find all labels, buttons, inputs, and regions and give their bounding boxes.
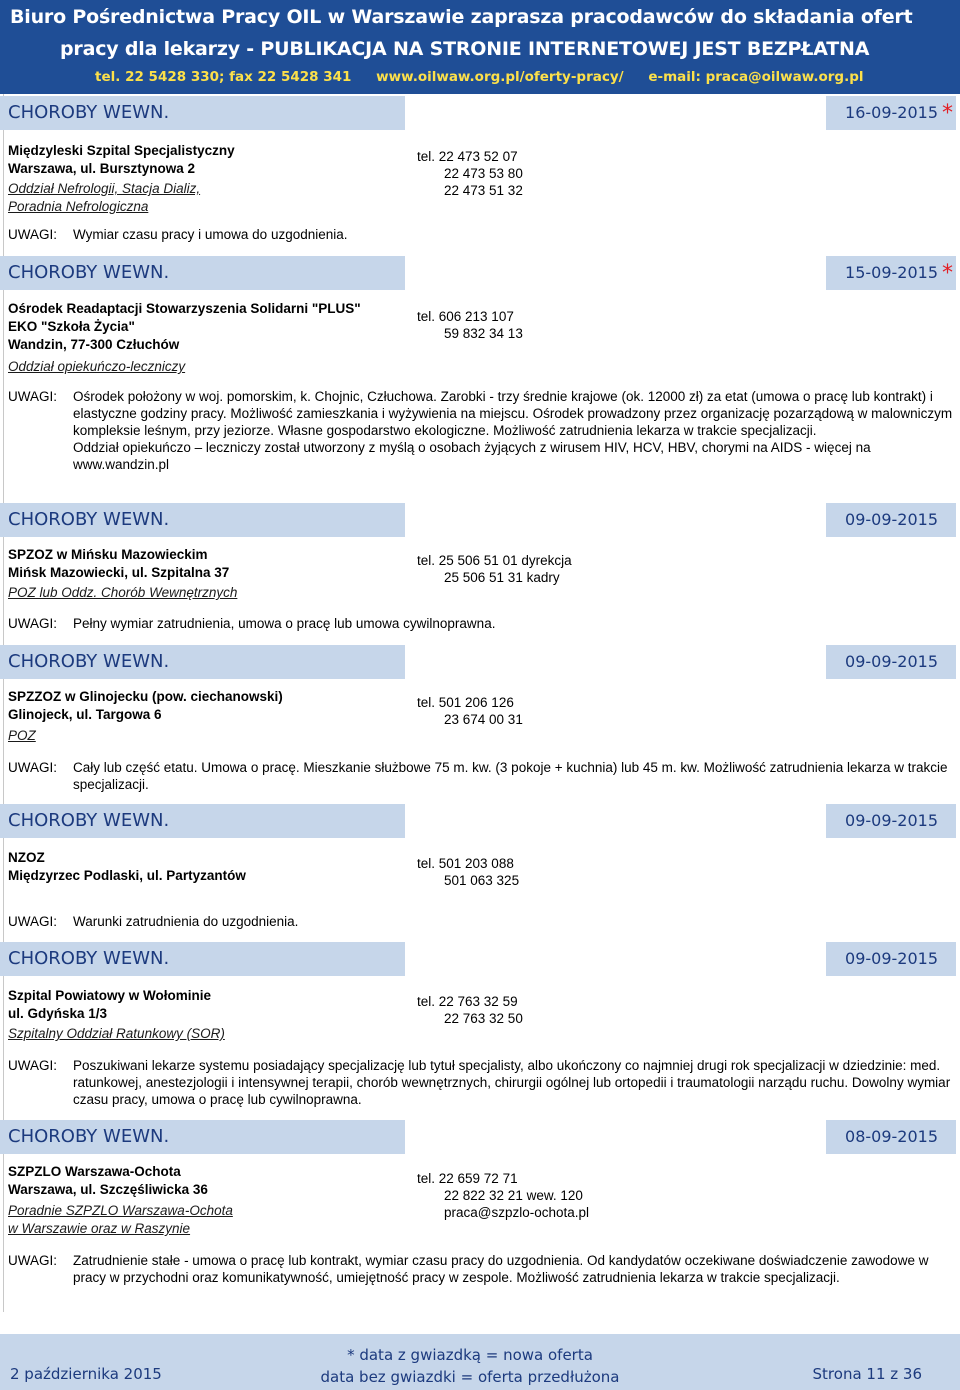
employer-line: SPZZOZ w Glinojecku (pow. ciechanowski) [8,689,283,704]
remarks-text [73,1057,953,1108]
remarks-label: UWAGI: [8,389,57,404]
employer [8,849,246,885]
contact-line: tel. 25 506 51 01 dyrekcja [417,553,572,568]
department [8,358,185,376]
remarks-paragraph: Wymiar czasu pracy i umowa do uzgodnienia. [73,227,348,242]
new-offer-star-icon: * [942,261,953,286]
offer-date-box [826,804,956,838]
employer-line: ul. Gdyńska 1/3 [8,1006,108,1021]
remarks-text [73,388,953,473]
remarks-paragraph: Warunki zatrudnienia do uzgodnienia. [73,914,299,929]
department [8,1025,225,1043]
header-contacts [95,69,884,85]
employer-line: Szpital Powiatowy w Wołominie [8,988,212,1003]
employer-line: Ośrodek Readaptacji Stowarzyszenia Solidarni "PLUS" [8,301,361,316]
header-line-1: Biuro Pośrednictwa Pracy OIL w Warszawie zaprasza pracodawców do składania ofert [10,6,913,28]
header-tel: tel. 22 5428 330; fax 22 5428 341 [95,69,352,85]
contact-phones [417,148,523,199]
remarks-paragraph: Pełny wymiar zatrudnienia, umowa o pracę lub umowa cywilnoprawna. [73,616,496,631]
offer-date-box [826,256,956,290]
contact-line: tel. 501 203 088 [417,856,514,871]
employer-line: Międzyrzec Podlaski, ul. Partyzantów [8,868,246,883]
employer-line: Międzyleski Szpital Specjalistyczny [8,143,235,158]
offer-category: CHOROBY WEWN. [0,503,405,537]
contact-line: tel. 22 659 72 71 [417,1171,518,1186]
offer-date: 09-09-2015 [845,811,938,830]
offer-category: CHOROBY WEWN. [0,645,405,679]
offer-date: 16-09-2015 [845,103,938,122]
footer-date: 2 października 2015 [10,1365,162,1383]
offer-category: CHOROBY WEWN. [0,256,405,290]
remarks-label: UWAGI: [8,227,57,242]
offer-category: CHOROBY WEWN. [0,804,405,838]
remarks-label: UWAGI: [8,1058,57,1073]
department-line: Poradnie SZPZLO Warszawa-Ochota [8,1203,233,1218]
employer [8,142,235,178]
department [8,180,200,216]
contact-line: 22 822 32 21 wew. 120 [444,1188,583,1203]
remarks-paragraph: Poszukiwani lekarze systemu posiadający specjalizację lub tytuł specjalisty, albo ukończony co najmniej drugi rok specjalizacji w dziedzinie: med. ratunkowej, anestezjologii i intensywnej terapii, chorób wewnętrznych, chirurgii ogólnej lub ortopedii i traumatologii narządu ruchu. Dowolny wymiar czasu pracy, umowa o pracę lub cywilnoprawna. [73,1058,951,1107]
department [8,584,237,602]
contact-phones [417,308,523,342]
contact-line: tel. 22 473 52 07 [417,149,518,164]
contact-phones [417,694,523,728]
offer-date: 09-09-2015 [845,949,938,968]
footer-legend-extended: data bez gwiazdki = oferta przedłużona [320,1368,620,1386]
offer-category: CHOROBY WEWN. [0,1120,405,1154]
department-line: w Warszawie oraz w Raszynie [8,1221,191,1236]
footer [0,1334,960,1390]
department [8,727,36,745]
remarks-paragraph: Ośrodek położony w woj. pomorskim, k. Chojnic, Człuchowa. Zarobki - trzy średnie krajowe (ok. 12000 zł) za etat (umowa o pracę lub kontrakt) i elastyczne godziny pracy. Możliwość zamieszkania i wyżywienia na miejscu. Ośrodek prowadzony przez organizację pozarządową w malowniczym kompleksie leśnym, przy jeziorze. Własne gospodarstwo ekologiczne. Możliwość zatrudnienia lekarza w trakcie specjalizacji. [73,389,953,438]
header-email-link[interactable]: e-mail: praca@oilwaw.org.pl [648,69,864,85]
remarks-label: UWAGI: [8,914,57,929]
employer-line: SZPZLO Warszawa-Ochota [8,1164,181,1179]
contact-line: 22 763 32 50 [444,1011,523,1026]
employer-line: SPZOZ w Mińsku Mazowieckim [8,547,208,562]
remarks-text [73,913,953,930]
employer [8,987,211,1023]
offer-date: 09-09-2015 [845,510,938,529]
contact-line: 23 674 00 31 [444,712,523,727]
department-line: Poradnia Nefrologiczna [8,199,149,214]
header-www-link[interactable]: www.oilwaw.org.pl/oferty-pracy/ [376,69,624,85]
employer [8,546,229,582]
contact-phones [417,993,523,1027]
contact-line: tel. 606 213 107 [417,309,514,324]
remarks-paragraph: Oddział opiekuńczo – leczniczy został utworzony z myślą o osobach żyjących z wirusem HIV, HCV, HBV, chorymi na AIDS - więcej na www.wandzin.pl [73,440,871,472]
contact-line: 501 063 325 [444,873,520,888]
contact-line: praca@szpzlo-ochota.pl [444,1205,590,1220]
remarks-label: UWAGI: [8,1253,57,1268]
header-line-2: pracy dla lekarzy - PUBLIKACJA NA STRONIE INTERNETOWEJ JEST BEZPŁATNA [60,38,870,60]
employer-line: Wandzin, 77-300 Człuchów [8,337,180,352]
employer-line: Warszawa, ul. Bursztynowa 2 [8,161,196,176]
offer-date-box [826,503,956,537]
contact-line: 22 473 51 32 [444,183,523,198]
remarks-paragraph: Cały lub część etatu. Umowa o pracę. Mieszkanie służbowe 75 m. kw. (3 pokoje + kuchnia) lub 45 m. kw. Możliwość zatrudnienia lekarza w trakcie specjalizacji. [73,760,948,792]
department-line: POZ lub Oddz. Chorób Wewnętrznych [8,585,238,600]
department-line: Oddział Nefrologii, Stacja Dializ, [8,181,201,196]
offer-date: 08-09-2015 [845,1127,938,1146]
offer-date-box [826,96,956,130]
department-line: Oddział opiekuńczo-leczniczy [8,359,186,374]
offer-category: CHOROBY WEWN. [0,942,405,976]
contact-phones [417,552,572,586]
remarks-label: UWAGI: [8,616,57,631]
header-banner [0,0,960,94]
contact-line: 22 473 53 80 [444,166,523,181]
footer-page-number: Strona 11 z 36 [812,1365,922,1383]
footer-legend [320,1344,620,1388]
employer [8,688,283,724]
contact-phones [417,1170,589,1221]
remarks-label: UWAGI: [8,760,57,775]
employer [8,1163,208,1199]
contact-line: tel. 22 763 32 59 [417,994,518,1009]
offer-date: 15-09-2015 [845,263,938,282]
remarks-text [73,226,953,243]
offer-date-box [826,645,956,679]
employer-line: Warszawa, ul. Szczęśliwicka 36 [8,1182,208,1197]
contact-phones [417,855,519,889]
contact-line: 25 506 51 31 kadry [444,570,560,585]
remarks-text [73,615,953,632]
offer-date: 09-09-2015 [845,652,938,671]
remarks-text [73,759,953,793]
remarks-paragraph: Zatrudnienie stałe - umowa o pracę lub kontrakt, wymiar czasu pracy do uzgodnienia. Od kandydatów oczekiwane doświadczenie zawodowe w pracy w przychodni oraz komunikatywność, umiejętność pracy w zespole. Możliwość zatrudnienia lekarza w trakcie specjalizacji. [73,1253,929,1285]
employer-line: NZOZ [8,850,45,865]
new-offer-star-icon: * [942,101,953,126]
employer-line: Glinojeck, ul. Targowa 6 [8,707,162,722]
offer-date-box [826,942,956,976]
contact-line: 59 832 34 13 [444,326,523,341]
department-line: Szpitalny Oddział Ratunkowy (SOR) [8,1026,225,1041]
employer [8,300,361,354]
employer-line: Mińsk Mazowiecki, ul. Szpitalna 37 [8,565,230,580]
offer-date-box [826,1120,956,1154]
footer-legend-new: * data z gwiazdką = nowa oferta [347,1346,593,1364]
department [8,1202,233,1238]
department-line: POZ [8,728,36,743]
contact-line: tel. 501 206 126 [417,695,514,710]
offer-category: CHOROBY WEWN. [0,96,405,130]
remarks-text [73,1252,953,1286]
employer-line: EKO "Szkoła Życia" [8,319,135,334]
